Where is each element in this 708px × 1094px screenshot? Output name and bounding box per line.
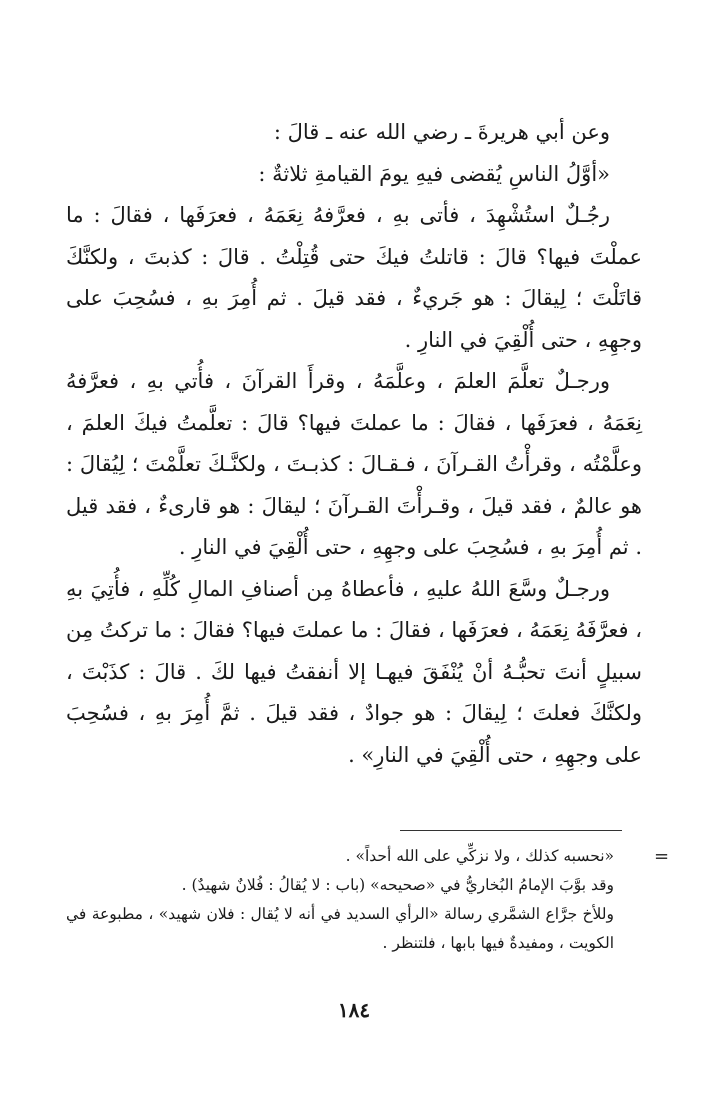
hadith-opening: «أوَّلُ الناسِ يُقضى فيهِ يومَ القيامةِ ثلاثةٌ : (258, 161, 610, 186)
footnote-line: وقد بوَّبَ الإمامُ البُخاريُّ في «صحيحه» (باب : لا يُقالُ : فُلانٌ شهيدٌ) . (181, 876, 614, 894)
paragraph-generous: ورجـلٌ وسَّعَ اللهُ عليهِ ، فأعطاهُ مِن أصنافِ المالِ كُلِّهِ ، فأُتِيَ بهِ ، فعرَّفَهُ نِعَمَهُ ، فعرَفَها ، فقالَ : ما عملتَ فيها؟ فقالَ : ما تركتُ مِن سبيلٍ أنتَ تحبُّـهُ أنْ يُنْفَقَ فيهـا إلا أنفقتُ فيها لكَ . قالَ : كذَبْتَ ، ولكنَّكَ فعلتَ ؛ لِيقالَ : هو جوادٌ ، فقد قيلَ . ثمَّ أُمِرَ بهِ ، فسُحِبَ على وجهِهِ ، حتى أُلْقِيَ في النارِ» . (66, 576, 642, 767)
paragraph-scholar: ورجـلٌ تعلَّمَ العلمَ ، وعلَّمَهُ ، وقرأَ القرآنَ ، فأُتي بهِ ، فعرَّفهُ نِعَمَهُ ، فعرَفَها ، فقالَ : ما عملتَ فيها؟ قالَ : تعلَّمتُ فيكَ العلمَ ، وعلَّمْتُه ، وقرأْتُ القـرآنَ ، فـقـالَ : كذبـتَ ، ولكنَّـكَ تعلَّمْتَ ؛ لِيُقالَ : هو عالمٌ ، فقد قيلَ ، وقـرأْتَ القـرآنَ ؛ ليقالَ : هو قارىءٌ ، فقد قيل . ثم أُمِرَ بهِ ، فسُحِبَ على وجهِهِ ، حتى أُلْقِيَ في النارِ . (66, 369, 642, 559)
footnote-continuation-marker: = (654, 846, 670, 867)
footnote-separator (400, 830, 622, 831)
footnotes (66, 842, 642, 958)
footnote-line: «نحسبه كذلك ، ولا نزكِّي على الله أحداً» . (345, 847, 614, 865)
footnote-line: وللأخ جرَّاع الشمَّري رسالة «الرأي السديد في أنه لا يُقال : فلان شهيد» ، مطبوعة في الكويت ، ومفيدةٌ فيها بابها ، فلتنظر . (66, 905, 614, 952)
hadith-intro: وعن أبي هريرةَ ـ رضي الله عنه ـ قالَ : (273, 120, 610, 144)
main-text (66, 112, 642, 776)
page-number: ١٨٤ (337, 998, 371, 1022)
paragraph-martyr: رجُـلٌ استُشْهِدَ ، فأتى بهِ ، فعرَّفهُ نِعَمَهُ ، فعرَفَها ، فقالَ : ما عملْتَ فيها؟ قالَ : قاتلتُ فيكَ حتى قُتِلْتُ . قالَ : كذبتَ ، ولكنَّكَ قاتَلْتَ ؛ لِيقالَ : هو جَريءٌ ، فقد قيلَ . ثم أُمِرَ بهِ ، فسُحِبَ على وجهِهِ ، حتى أُلْقِيَ في النارِ . (66, 203, 642, 352)
